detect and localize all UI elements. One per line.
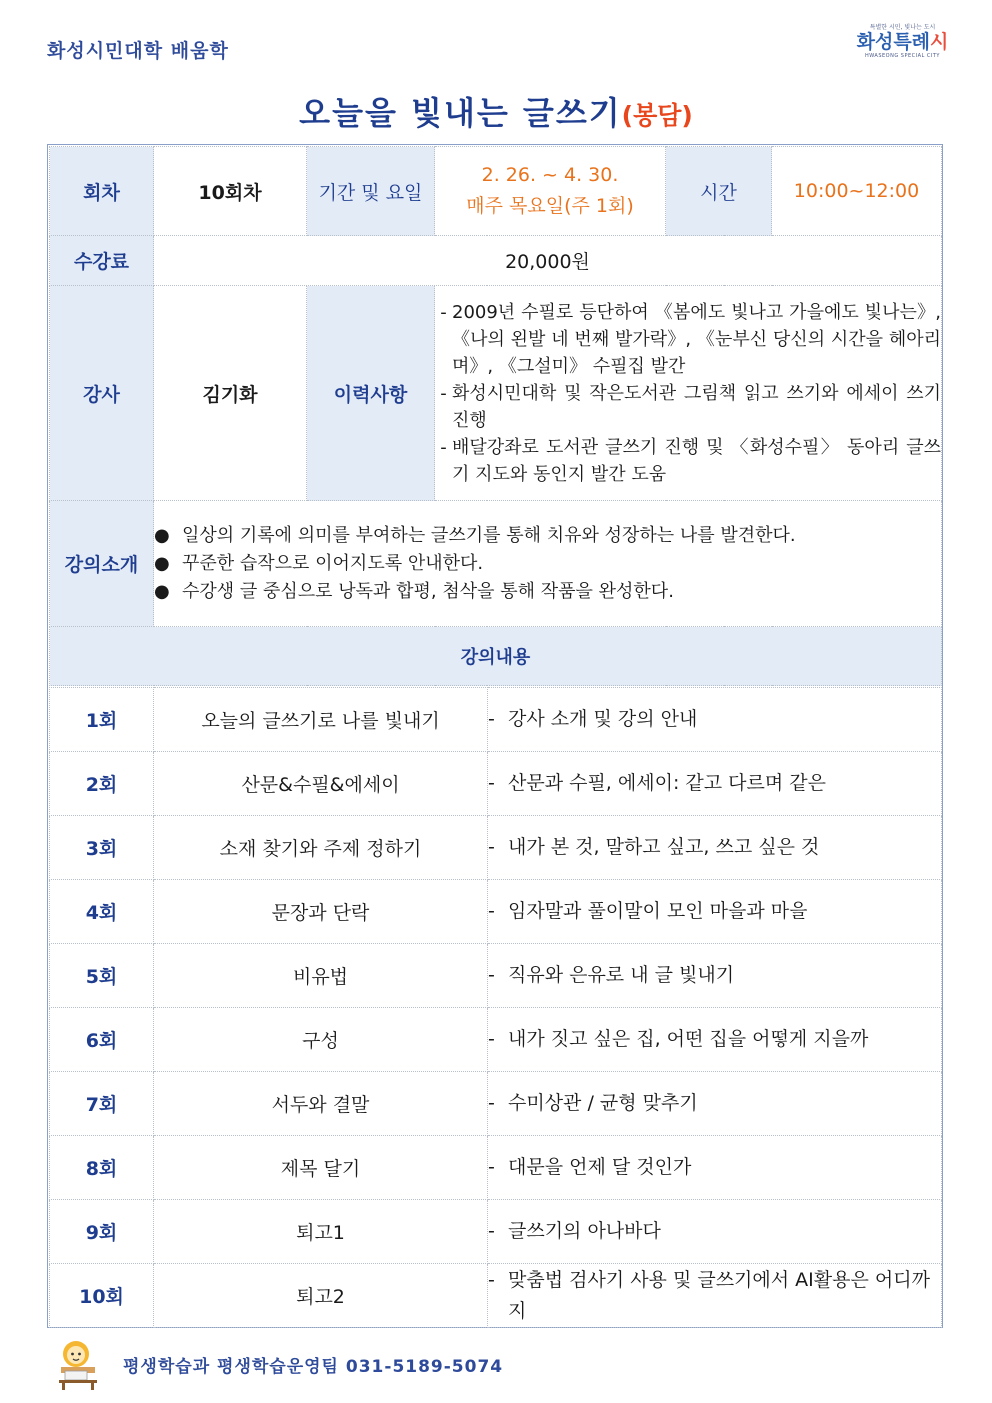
desc-text: 산문과 수필, 에세이: 같고 다르며 같은: [508, 772, 826, 794]
session-topic: 제목 달기: [154, 1136, 488, 1200]
desc-dash: -: [488, 772, 495, 794]
career-item: - 화성시민대학 및 작은도서관 그림책 읽고 쓰기와 에세이 쓰기 진행: [435, 380, 941, 434]
session-topic: 오늘의 글쓰기로 나를 빛내기: [154, 688, 488, 752]
course-table: [49, 146, 942, 686]
career-dash: -: [440, 382, 447, 404]
footer-contact: 평생학습과 평생학습운영팀 031-5189-5074: [123, 1356, 504, 1377]
desc-text: 직유와 은유로 내 글 빛내기: [508, 964, 735, 986]
session-number: 9회: [50, 1200, 154, 1264]
time-value: 10:00~12:00: [772, 147, 942, 236]
logo-tagline: 특별한 시민, 빛나는 도시: [869, 24, 936, 31]
curriculum-row: [50, 880, 942, 944]
desc-dash: -: [488, 1220, 495, 1242]
curriculum-header-row: [50, 627, 942, 686]
desc-dash: -: [488, 708, 495, 730]
page-title: [0, 88, 992, 134]
session-number: 4회: [50, 880, 154, 944]
footer: [55, 1338, 503, 1390]
period-label: 기간 및 요일: [307, 147, 435, 236]
session-description: [488, 1264, 942, 1328]
city-logo: [855, 22, 950, 68]
logo-name: [855, 31, 950, 53]
fee-label: 수강료: [50, 236, 154, 286]
desc-dash: -: [488, 1028, 495, 1050]
desc-dash: -: [488, 900, 495, 922]
desc-dash: -: [488, 964, 495, 986]
instructor-name: 김기화: [154, 286, 307, 501]
session-topic: 비유법: [154, 944, 488, 1008]
desc-text: 강사 소개 및 강의 안내: [508, 708, 698, 730]
curriculum-row: [50, 752, 942, 816]
desc-dash: -: [488, 1092, 495, 1114]
desc-dash: -: [488, 1156, 495, 1178]
curriculum-row: [50, 1072, 942, 1136]
session-topic: 퇴고1: [154, 1200, 488, 1264]
session-description: [488, 1136, 942, 1200]
session-description: [488, 688, 942, 752]
info-row-fee: [50, 236, 942, 286]
time-label: 시간: [666, 147, 772, 236]
period-weekday: 매주 목요일(주 1회): [466, 195, 634, 217]
logo-english: HWASEONG SPECIAL CITY: [864, 53, 940, 59]
mascot-icon: [55, 1338, 101, 1390]
career-list: [435, 286, 942, 501]
logo-name-accent: 시: [930, 31, 949, 53]
info-row-intro: [50, 501, 942, 627]
session-number: 2회: [50, 752, 154, 816]
org-name: 화성시민대학 배움학: [47, 40, 229, 62]
session-description: [488, 752, 942, 816]
bullet-icon: ●: [154, 524, 170, 546]
desc-dash: -: [488, 836, 495, 858]
bullet-icon: ●: [154, 580, 170, 602]
curriculum-title: 강의내용: [50, 627, 942, 686]
curriculum-row: [50, 1200, 942, 1264]
career-item: - 2009년 수필로 등단하여 《봄에도 빛나고 가을에도 빛나는》, 《나의 왼발 네 번째 발가락》, 《눈부신 당신의 시간을 헤아리며》, 《그설미》 수필집 발간: [435, 299, 941, 380]
desc-text: 내가 본 것, 말하고 싶고, 쓰고 싶은 것: [508, 836, 820, 858]
curriculum-row: [50, 944, 942, 1008]
info-row-session: [50, 147, 942, 236]
intro-list: [154, 501, 942, 627]
desc-text: 임자말과 풀이말이 모인 마을과 마을: [508, 900, 808, 922]
session-label: 회차: [50, 147, 154, 236]
session-topic: 구성: [154, 1008, 488, 1072]
desc-dash: -: [488, 1268, 495, 1291]
session-topic: 소재 찾기와 주제 정하기: [154, 816, 488, 880]
intro-label: 강의소개: [50, 501, 154, 627]
intro-item: ● 꾸준한 습작으로 이어지도록 안내한다.: [154, 550, 941, 578]
session-description: [488, 1008, 942, 1072]
curriculum-table: [49, 687, 942, 1328]
session-value: 10회차: [154, 147, 307, 236]
desc-text: 글쓰기의 아나바다: [508, 1220, 661, 1242]
session-number: 7회: [50, 1072, 154, 1136]
session-topic: 서두와 결말: [154, 1072, 488, 1136]
session-topic: 퇴고2: [154, 1264, 488, 1328]
intro-item: ● 수강생 글 중심으로 낭독과 합평, 첨삭을 통해 작품을 완성한다.: [154, 578, 941, 606]
session-topic: 산문&수필&에세이: [154, 752, 488, 816]
session-description: [488, 1200, 942, 1264]
session-description: [488, 1072, 942, 1136]
session-number: 8회: [50, 1136, 154, 1200]
curriculum-row: [50, 816, 942, 880]
desc-text: 내가 짓고 싶은 집, 어떤 집을 어떻게 지을까: [508, 1028, 869, 1050]
session-description: [488, 880, 942, 944]
curriculum-row: [50, 1008, 942, 1072]
bullet-icon: ●: [154, 552, 170, 574]
fee-value: 20,000원: [154, 236, 942, 286]
desc-text: 대문을 언제 달 것인가: [508, 1156, 692, 1178]
session-number: 10회: [50, 1264, 154, 1328]
career-item: - 배달강좌로 도서관 글쓰기 진행 및 〈화성수필〉 동아리 글쓰기 지도와 동인지 발간 도움: [435, 434, 941, 488]
career-label: 이력사항: [307, 286, 435, 501]
session-description: [488, 944, 942, 1008]
career-dash: -: [440, 436, 447, 458]
instructor-label: 강사: [50, 286, 154, 501]
title-main: 오늘을 빛내는 글쓰기: [299, 94, 622, 132]
session-description: [488, 816, 942, 880]
title-location: (봉담): [621, 101, 693, 130]
session-topic: 문장과 단락: [154, 880, 488, 944]
period-value: [435, 147, 666, 236]
curriculum-row: [50, 1264, 942, 1328]
session-number: 3회: [50, 816, 154, 880]
curriculum-row: [50, 1136, 942, 1200]
period-dates: 2. 26. ~ 4. 30.: [481, 164, 619, 186]
info-row-instructor: [50, 286, 942, 501]
logo-name-main: 화성특례: [856, 31, 931, 53]
session-number: 1회: [50, 688, 154, 752]
desc-text: 맞춤법 검사기 사용 및 글쓰기에서 AI활용은 어디까지: [508, 1268, 930, 1322]
session-number: 5회: [50, 944, 154, 1008]
curriculum-row: [50, 688, 942, 752]
career-dash: -: [440, 301, 447, 323]
intro-item: ● 일상의 기록에 의미를 부여하는 글쓰기를 통해 치유와 성장하는 나를 발견한다.: [154, 522, 941, 550]
session-number: 6회: [50, 1008, 154, 1072]
desc-text: 수미상관 / 균형 맞추기: [508, 1092, 698, 1114]
